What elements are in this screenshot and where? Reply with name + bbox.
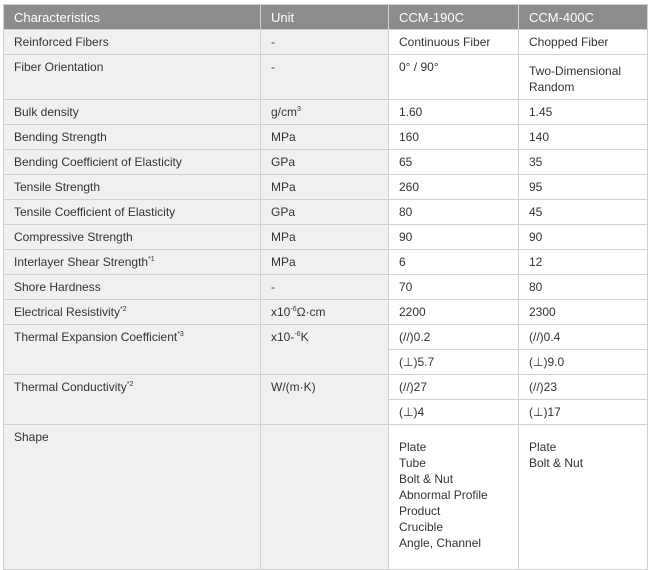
header-characteristics: Characteristics bbox=[4, 5, 261, 30]
unit-base: x10 bbox=[271, 305, 291, 319]
row-label bbox=[4, 250, 261, 275]
value-ccm-400c: 80 bbox=[519, 275, 648, 300]
table-row bbox=[4, 275, 648, 300]
shape-item: Abnormal Profile bbox=[399, 488, 488, 502]
value-ccm-190c: 2200 bbox=[389, 300, 519, 325]
label-text: Interlayer Shear Strength bbox=[14, 255, 149, 269]
table-row bbox=[4, 225, 648, 250]
unit-base: g/cm bbox=[271, 105, 298, 119]
row-unit: - bbox=[261, 275, 389, 300]
value-ccm-190c: 70 bbox=[389, 275, 519, 300]
row-label bbox=[4, 375, 261, 425]
row-label: Bulk density bbox=[4, 100, 261, 125]
table-row bbox=[4, 55, 648, 100]
unit-superscript: -6 bbox=[290, 306, 297, 313]
unit-base: x10- bbox=[271, 330, 295, 344]
row-unit: MPa bbox=[261, 225, 389, 250]
row-label: Compressive Strength bbox=[4, 225, 261, 250]
value-ccm-400c-perpendicular: (⊥)17 bbox=[519, 400, 648, 425]
unit-superscript: 3 bbox=[297, 106, 301, 113]
value-ccm-190c-perpendicular: (⊥)5.7 bbox=[389, 350, 519, 375]
footnote-mark: *1 bbox=[148, 256, 155, 263]
row-label bbox=[4, 300, 261, 325]
table-row bbox=[4, 100, 648, 125]
value-line: Random bbox=[529, 80, 575, 94]
shape-item: Tube bbox=[399, 456, 426, 470]
value-ccm-400c: 90 bbox=[519, 225, 648, 250]
row-unit: - bbox=[261, 30, 389, 55]
row-label: Reinforced Fibers bbox=[4, 30, 261, 55]
row-label: Tensile Strength bbox=[4, 175, 261, 200]
value-ccm-190c-parallel: (//)0.2 bbox=[389, 325, 519, 350]
shape-item: Plate bbox=[399, 440, 427, 454]
shape-item: Bolt & Nut bbox=[399, 472, 454, 486]
table-row bbox=[4, 125, 648, 150]
unit-tail: Ω·cm bbox=[296, 305, 326, 319]
row-unit: W/(m·K) bbox=[261, 375, 389, 425]
row-unit: MPa bbox=[261, 125, 389, 150]
footnote-mark: *2 bbox=[120, 306, 127, 313]
table-row bbox=[4, 325, 648, 350]
value-ccm-400c: 45 bbox=[519, 200, 648, 225]
row-label: Bending Strength bbox=[4, 125, 261, 150]
header-ccm-400c: CCM-400C bbox=[519, 5, 648, 30]
value-ccm-400c: 35 bbox=[519, 150, 648, 175]
row-unit: MPa bbox=[261, 250, 389, 275]
table-row bbox=[4, 150, 648, 175]
row-label bbox=[4, 325, 261, 375]
unit-superscript: -6 bbox=[294, 331, 301, 338]
table-row bbox=[4, 300, 648, 325]
table-header-row bbox=[4, 5, 648, 30]
row-unit bbox=[261, 425, 389, 570]
header-ccm-190c: CCM-190C bbox=[389, 5, 519, 30]
row-unit bbox=[261, 300, 389, 325]
value-ccm-400c: 1.45 bbox=[519, 100, 648, 125]
row-label: Tensile Coefficient of Elasticity bbox=[4, 200, 261, 225]
value-ccm-190c: 80 bbox=[389, 200, 519, 225]
table-row bbox=[4, 175, 648, 200]
table-row bbox=[4, 200, 648, 225]
row-unit: GPa bbox=[261, 150, 389, 175]
header-unit: Unit bbox=[261, 5, 389, 30]
value-ccm-190c: 0° / 90° bbox=[389, 55, 519, 100]
label-text: Electrical Resistivity bbox=[14, 305, 121, 319]
row-unit bbox=[261, 325, 389, 375]
value-ccm-400c: 12 bbox=[519, 250, 648, 275]
value-ccm-190c: 1.60 bbox=[389, 100, 519, 125]
footnote-mark: *3 bbox=[177, 331, 184, 338]
table-row bbox=[4, 30, 648, 55]
unit-tail: K bbox=[300, 330, 309, 344]
value-ccm-400c-perpendicular: (⊥)9.0 bbox=[519, 350, 648, 375]
shape-item: Product bbox=[399, 504, 441, 518]
table-row bbox=[4, 250, 648, 275]
value-ccm-190c-perpendicular: (⊥)4 bbox=[389, 400, 519, 425]
value-ccm-400c: 140 bbox=[519, 125, 648, 150]
table-row bbox=[4, 425, 648, 570]
value-ccm-400c-parallel: (//)23 bbox=[519, 375, 648, 400]
row-unit bbox=[261, 100, 389, 125]
characteristics-table bbox=[3, 4, 648, 570]
row-label: Shore Hardness bbox=[4, 275, 261, 300]
value-ccm-190c bbox=[389, 425, 519, 570]
shape-item: Bolt & Nut bbox=[529, 456, 584, 470]
label-text: Thermal Expansion Coefficient bbox=[14, 330, 178, 344]
value-ccm-400c-parallel: (//)0.4 bbox=[519, 325, 648, 350]
value-ccm-190c-parallel: (//)27 bbox=[389, 375, 519, 400]
row-unit: MPa bbox=[261, 175, 389, 200]
label-text: Thermal Conductivity bbox=[14, 380, 127, 394]
row-label: Bending Coefficient of Elasticity bbox=[4, 150, 261, 175]
shape-item: Angle, Channel bbox=[399, 536, 482, 550]
value-ccm-190c: 160 bbox=[389, 125, 519, 150]
table-row bbox=[4, 375, 648, 400]
row-label: Fiber Orientation bbox=[4, 55, 261, 100]
value-ccm-400c: 95 bbox=[519, 175, 648, 200]
value-ccm-190c: 6 bbox=[389, 250, 519, 275]
shape-item: Plate bbox=[529, 440, 557, 454]
value-line: Two-Dimensional bbox=[529, 64, 622, 78]
row-unit: GPa bbox=[261, 200, 389, 225]
value-ccm-400c bbox=[519, 425, 648, 570]
footnote-mark: *2 bbox=[126, 381, 134, 388]
shape-item: Crucible bbox=[399, 520, 444, 534]
row-unit: - bbox=[261, 55, 389, 100]
value-ccm-190c: 90 bbox=[389, 225, 519, 250]
value-ccm-400c: Chopped Fiber bbox=[519, 30, 648, 55]
value-ccm-190c: 65 bbox=[389, 150, 519, 175]
value-ccm-190c: 260 bbox=[389, 175, 519, 200]
row-label: Shape bbox=[4, 425, 261, 570]
value-ccm-400c: 2300 bbox=[519, 300, 648, 325]
value-ccm-400c bbox=[519, 55, 648, 100]
value-ccm-190c: Continuous Fiber bbox=[389, 30, 519, 55]
